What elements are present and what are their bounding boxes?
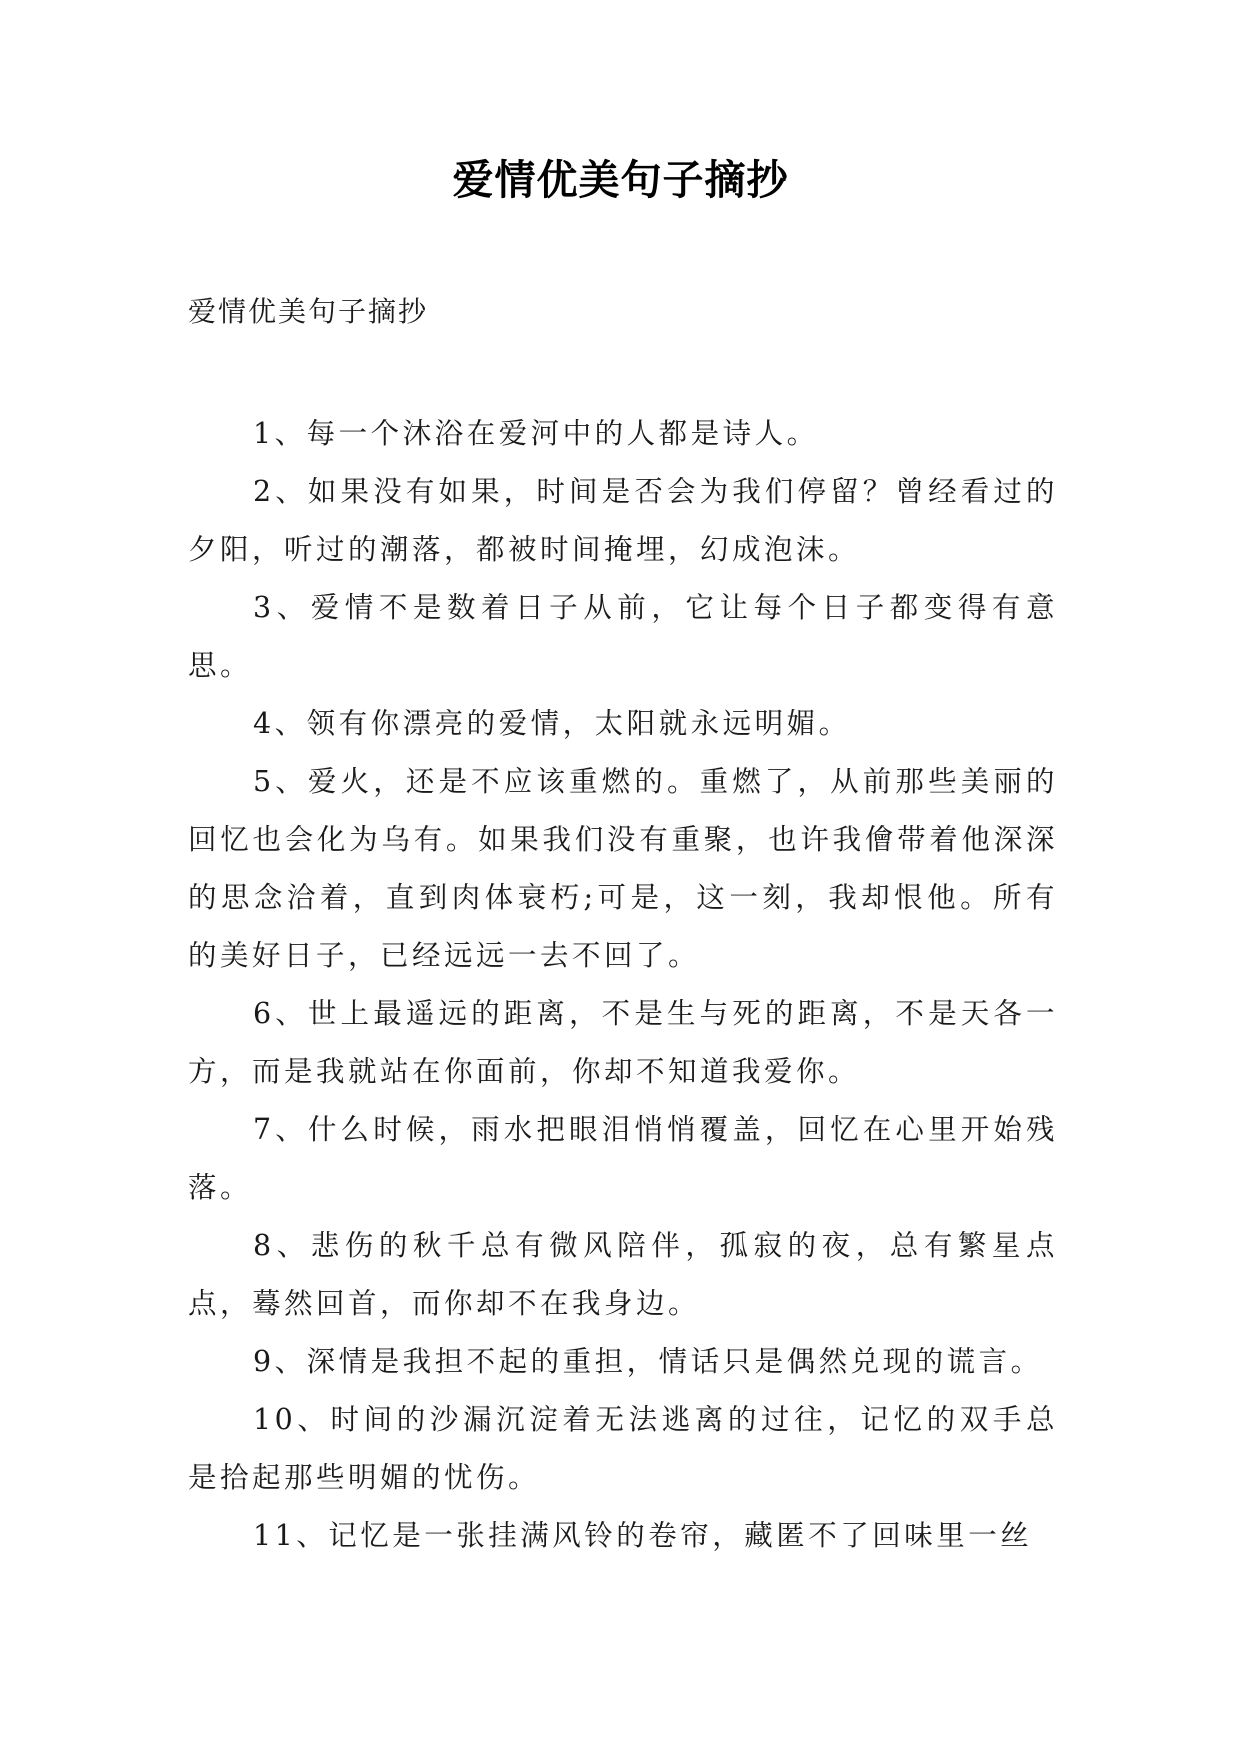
paragraph-11: 11、记忆是一张挂满风铃的卷帘，藏匿不了回味里一丝 bbox=[253, 1519, 1033, 1552]
paragraph-5: 5、爱火，还是不应该重燃的。重燃了，从前那些美丽的回忆也会化为乌有。如果我们没有重聚，也许我儈带着他深深的思念洽着，直到肉体衰朽;可是，这一刻，我却恨他。所有的美好日子，已经远远一去不回了。 bbox=[188, 765, 1058, 972]
paragraph-8: 8、悲伤的秋千总有微风陪伴，孤寂的夜，总有繁星点点，蓦然回首，而你却不在我身边。 bbox=[188, 1229, 1058, 1320]
paragraph-3: 3、爱情不是数着日子从前，它让每个日子都变得有意思。 bbox=[188, 591, 1058, 682]
paragraph-4: 4、领有你漂亮的爱情，太阳就永远明媚。 bbox=[253, 707, 851, 740]
document-body bbox=[188, 405, 1058, 1565]
document-title: 爱情优美句子摘抄 bbox=[452, 156, 789, 204]
document-subtitle: 爱情优美句子摘抄 bbox=[188, 295, 429, 328]
paragraph-7: 7、什么时候，雨水把眼泪悄悄覆盖，回忆在心里开始残落。 bbox=[188, 1113, 1058, 1204]
paragraph-2: 2、如果没有如果，时间是否会为我们停留？曾经看过的夕阳，听过的潮落，都被时间掩埋，幻成泡沫。 bbox=[188, 475, 1058, 566]
paragraph-10: 10、时间的沙漏沉淀着无法逃离的过往，记忆的双手总是拾起那些明媚的忧伤。 bbox=[188, 1403, 1058, 1494]
paragraph-6: 6、世上最遥远的距离，不是生与死的距离，不是天各一方，而是我就站在你面前，你却不知道我爱你。 bbox=[188, 997, 1058, 1088]
paragraph-1: 1、每一个沐浴在爱河中的人都是诗人。 bbox=[253, 417, 819, 450]
paragraph-9: 9、深情是我担不起的重担，情话只是偶然兑现的谎言。 bbox=[253, 1345, 1043, 1378]
